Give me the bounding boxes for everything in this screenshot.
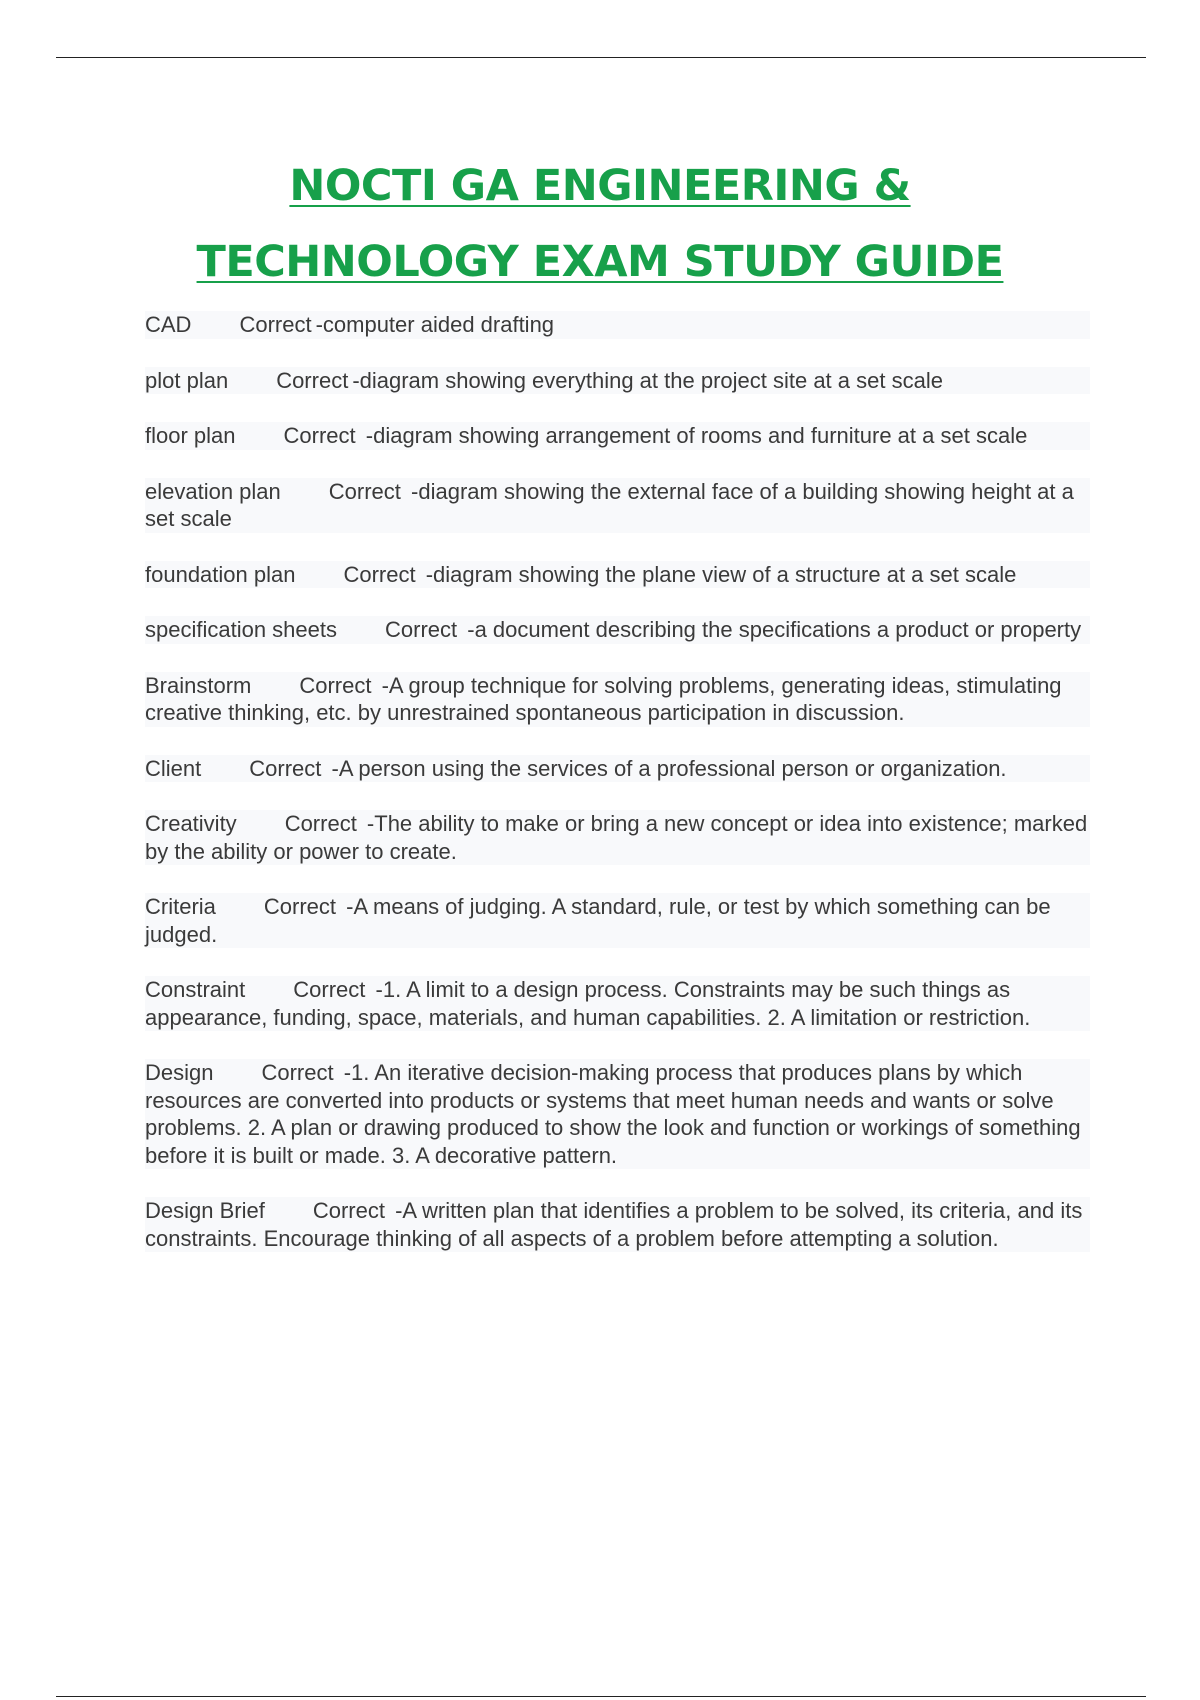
document-title bbox=[0, 148, 1200, 300]
entry-definition: -1. An iterative decision-making process that produces plans by which resources are converted into products or systems that meet human needs and wants or solve problems. 2. A plan or drawing produced to show the look and function or workings of something before it is built or made. 3. A decorative pattern. bbox=[145, 1060, 1081, 1168]
entry-definition: -The ability to make or bring a new concept or idea into existence; marked by the ability or power to create. bbox=[145, 811, 1088, 864]
entry-term: plot plan bbox=[145, 367, 229, 393]
glossary-entry bbox=[145, 478, 1090, 533]
glossary-entry bbox=[145, 311, 1090, 339]
glossary-entry bbox=[145, 893, 1090, 948]
title-line-1: NOCTI GA ENGINEERING & bbox=[289, 161, 911, 211]
entry-definition: -A person using the services of a professional person or organization. bbox=[325, 755, 1007, 781]
entry-term: specification sheets bbox=[145, 617, 337, 642]
glossary-entry bbox=[145, 616, 1090, 644]
entry-term: Creativity bbox=[145, 811, 237, 836]
glossary-entry bbox=[145, 976, 1090, 1031]
glossary-list bbox=[145, 311, 1090, 1280]
entry-definition: -diagram showing the plane view of a structure at a set scale bbox=[419, 561, 1017, 587]
entry-correct-label: Correct bbox=[239, 312, 312, 337]
entry-correct-label: Correct bbox=[263, 894, 337, 919]
entry-correct-label: Correct bbox=[276, 367, 349, 393]
glossary-entry bbox=[145, 1197, 1090, 1252]
entry-term: Design bbox=[145, 1060, 214, 1085]
entry-definition: -1. A limit to a design process. Constraints may be such things as appearance, funding, space, materials, and human capabilities. 2. A limitation or restriction. bbox=[145, 977, 1031, 1030]
entry-definition: -A group technique for solving problems, generating ideas, stimulating creative thinking, etc. by unrestrained spontaneous participation in discussion. bbox=[145, 672, 1062, 725]
entry-term: foundation plan bbox=[145, 561, 296, 587]
entry-definition: -A means of judging. A standard, rule, or test by which something can be judged. bbox=[145, 894, 1051, 947]
footer-rule bbox=[56, 1696, 1146, 1697]
entry-definition: -computer aided drafting bbox=[315, 312, 555, 337]
entry-term: floor plan bbox=[145, 423, 236, 448]
entry-definition: -diagram showing everything at the project site at a set scale bbox=[352, 367, 943, 393]
entry-correct-label: Correct bbox=[299, 672, 372, 698]
glossary-entry bbox=[145, 367, 1090, 395]
entry-definition: -A written plan that identifies a problem to be solved, its criteria, and its constraints. Encourage thinking of all aspects of a problem before attempting a solution. bbox=[145, 1198, 1083, 1251]
entry-definition: -diagram showing the external face of a building showing height at a set scale bbox=[145, 478, 1074, 531]
entry-correct-label: Correct bbox=[249, 755, 322, 781]
glossary-entry bbox=[145, 755, 1090, 783]
glossary-entry bbox=[145, 672, 1090, 727]
entry-correct-label: Correct bbox=[312, 1198, 385, 1223]
entry-correct-label: Correct bbox=[385, 617, 458, 642]
entry-term: Design Brief bbox=[145, 1198, 265, 1223]
entry-definition: -diagram showing arrangement of rooms and furniture at a set scale bbox=[359, 423, 1028, 448]
header-rule bbox=[56, 57, 1146, 58]
entry-term: elevation plan bbox=[145, 478, 281, 504]
entry-term: CAD bbox=[145, 312, 192, 337]
entry-term: Criteria bbox=[145, 894, 216, 919]
entry-correct-label: Correct bbox=[284, 811, 357, 836]
entry-term: Constraint bbox=[145, 977, 246, 1002]
entry-correct-label: Correct bbox=[261, 1060, 334, 1085]
entry-correct-label: Correct bbox=[343, 561, 416, 587]
entry-term: Client bbox=[145, 755, 202, 781]
title-line-2: TECHNOLOGY EXAM STUDY GUIDE bbox=[196, 237, 1004, 287]
entry-correct-label: Correct bbox=[283, 423, 356, 448]
glossary-entry bbox=[145, 1059, 1090, 1169]
entry-definition: -a document describing the specifications a product or property bbox=[461, 617, 1082, 642]
entry-correct-label: Correct bbox=[328, 478, 401, 504]
entry-correct-label: Correct bbox=[293, 977, 366, 1002]
glossary-entry bbox=[145, 422, 1090, 450]
glossary-entry bbox=[145, 810, 1090, 865]
glossary-entry bbox=[145, 561, 1090, 589]
entry-term: Brainstorm bbox=[145, 672, 252, 698]
